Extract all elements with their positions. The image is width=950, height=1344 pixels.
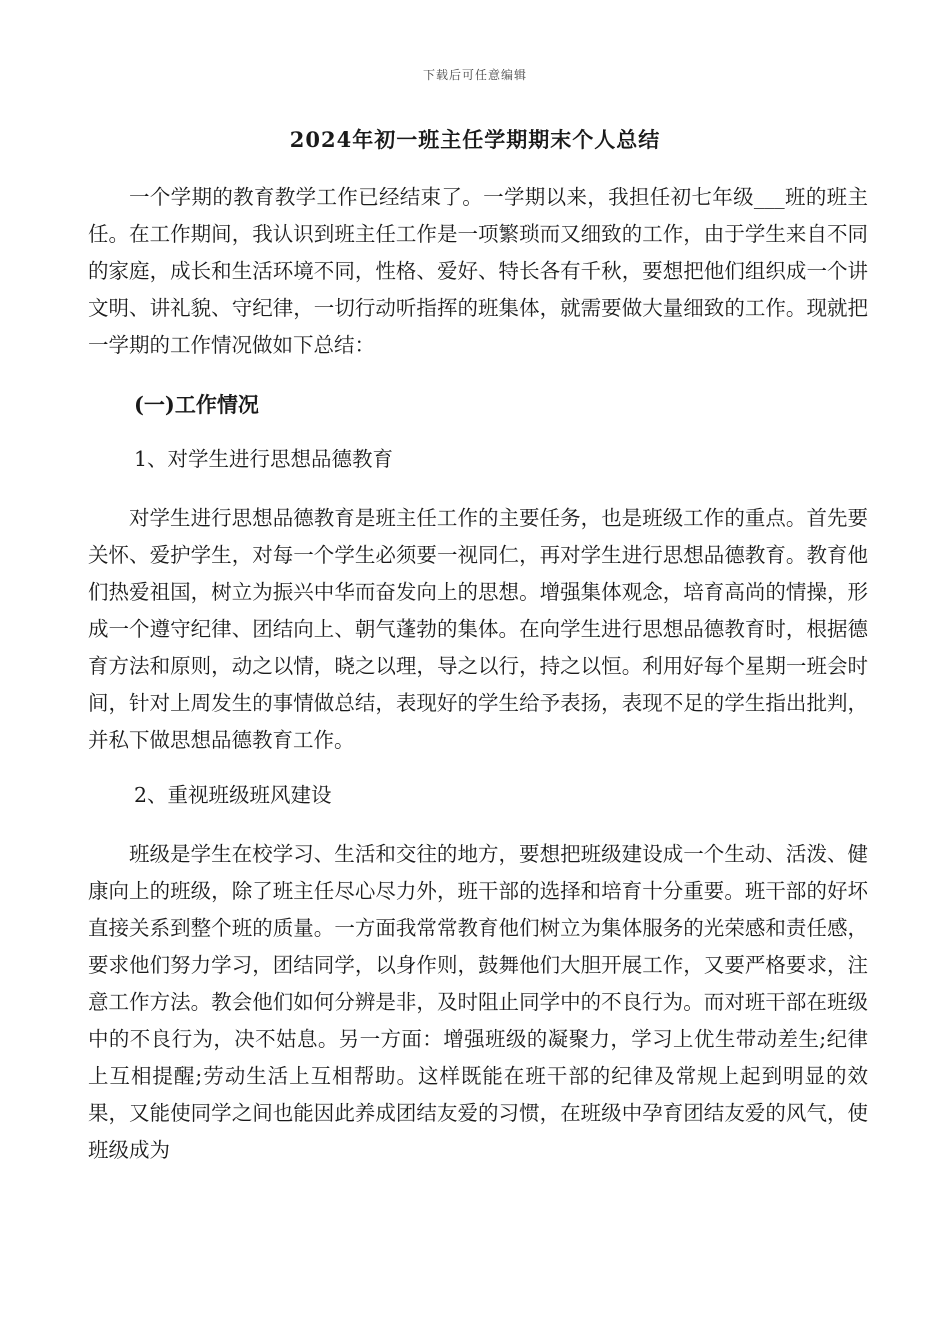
class-style-paragraph: 班级是学生在校学习、生活和交往的地方，要想把班级建设成一个生动、活泼、健康向上的班级，除了班主任尽心尽力外，班干部的选择和培育十分重要。班干部的好坏直接关系到整个班的质量。一方面我常常教育他们树立为集体服务的光荣感和责任感，要求他们努力学习，团结同学，以身作则，鼓舞他们大胆开展工作，又要严格要求，注意工作方法。教会他们如何分辨是非，及时阻止同学中的不良行为。而对班干部在班级中的不良行为，决不姑息。另一方面：增强班级的凝聚力，学习上优生带动差生;纪律上互相提醒;劳动生活上互相帮助。这样既能在班干部的纪律及常规上起到明显的效果，又能使同学之间也能因此养成团结友爱的习惯，在班级中孕育团结友爱的风气，使班级成为 (88, 842, 868, 1162)
section-title-work-status: (一)工作情况 (134, 392, 259, 417)
header-note: 下载后可任意编辑 (422, 68, 527, 82)
moral-education-paragraph: 对学生进行思想品德教育是班主任工作的主要任务，也是班级工作的重点。首先要关怀、爱护学生，对每一个学生必须要一视同仁，再对学生进行思想品德教育。教育他们热爱祖国，树立为振兴中华而奋发向上的思想。增强集体观念，培育高尚的情操，形成一个遵守纪律、团结向上、朝气蓬勃的集体。在向学生进行思想品德教育时，根据德育方法和原则，动之以情，晓之以理，导之以行，持之以恒。利用好每个星期一班会时间，针对上周发生的事情做总结，表现好的学生给予表扬，表现不足的学生指出批判，并私下做思想品德教育工作。 (88, 506, 868, 752)
intro-paragraph: 一个学期的教育教学工作已经结束了。一学期以来，我担任初七年级___班的班主任。在工作期间，我认识到班主任工作是一项繁琐而又细致的工作，由于学生来自不同的家庭，成长和生活环境不同，性格、爱好、特长各有千秋，要想把他们组织成一个讲文明、讲礼貌、守纪律，一切行动听指挥的班集体，就需要做大量细致的工作。现就把一学期的工作情况做如下总结： (88, 185, 868, 357)
document-body (88, 179, 868, 1169)
subheading-moral-education: 1、对学生进行思想品德教育 (134, 447, 394, 471)
document-title: 2024年初一班主任学期期末个人总结 (289, 127, 661, 152)
subheading-class-style: 2、重视班级班风建设 (134, 783, 332, 807)
